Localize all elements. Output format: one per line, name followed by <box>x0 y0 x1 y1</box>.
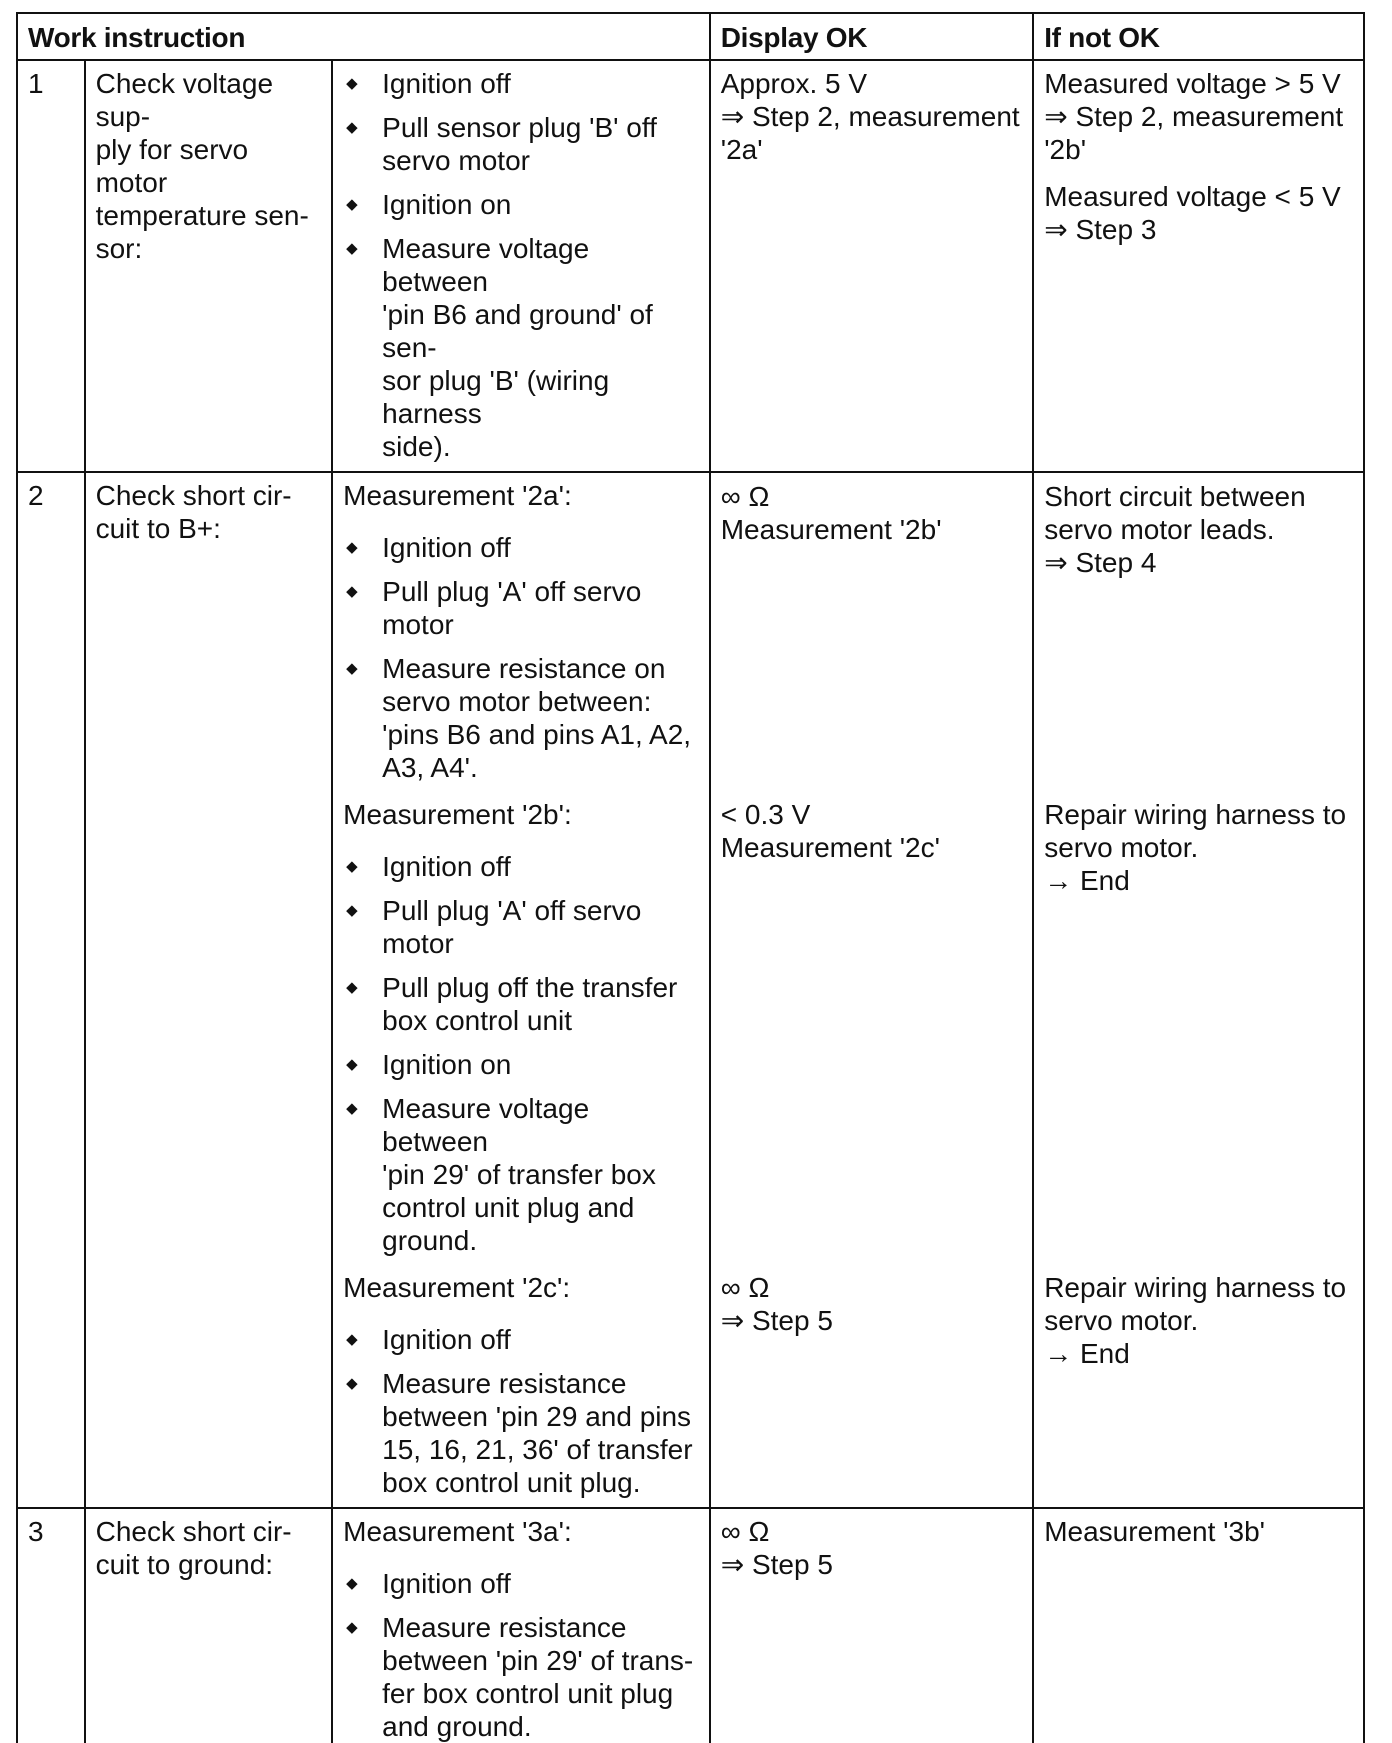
list-item: ◆ Pull sensor plug 'B' off servo motor <box>343 111 699 177</box>
step-list <box>343 1323 699 1499</box>
header-display-ok: Display OK <box>710 13 1033 60</box>
display-ok-text: Approx. 5 V ⇒ Step 2, measurement '2a' <box>720 68 1020 165</box>
step-list <box>343 1567 699 1743</box>
list-item: ◆ Measure voltage between 'pin 29' of transfer box control unit plug and ground. <box>343 1092 699 1257</box>
step-list <box>343 67 699 463</box>
measurement-label: Measurement '2a': <box>343 480 572 511</box>
if-not-ok-cell <box>1033 1508 1364 1743</box>
list-item: ◆ Ignition off <box>343 1323 699 1356</box>
check-description <box>85 1508 333 1743</box>
work-steps <box>332 1508 710 1743</box>
list-item: ◆ Measure resistance between 'pin 29 and pins 15, 16, 21, 36' of transfer box control unit plug. <box>343 1367 699 1499</box>
work-instruction-table <box>16 12 1365 1743</box>
list-item: ◆ Ignition off <box>343 850 699 883</box>
check-description <box>85 472 333 1508</box>
measurement-label: Measurement '2c': <box>343 1272 571 1303</box>
step-list <box>343 850 699 1257</box>
check-text: Check short cir- cuit to ground: <box>95 1516 292 1580</box>
check-text: Check voltage sup- ply for servo motor temperature sen- sor: <box>95 68 309 264</box>
list-item: ◆ Measure resistance between 'pin 29' of trans- fer box control unit plug and ground. <box>343 1611 699 1743</box>
if-not-ok-text: Short circuit between servo motor leads. ⇒ Step 4 <box>1044 481 1306 578</box>
table-row <box>17 1508 1364 1743</box>
list-item: ◆ Ignition off <box>343 67 699 100</box>
list-item: ◆ Measure resistance on servo motor between: 'pins B6 and pins A1, A2, A3, A4'. <box>343 652 699 784</box>
list-item: ◆ Ignition off <box>343 531 699 564</box>
display-ok-text: ∞ Ω ⇒ Step 5 <box>720 1516 833 1580</box>
if-not-ok-text: Repair wiring harness to servo motor. → End <box>1044 799 1347 896</box>
table-header-row <box>17 13 1364 60</box>
display-ok-cell <box>710 472 1033 1508</box>
step-number: 3 <box>17 1508 85 1743</box>
if-not-ok-cell <box>1033 472 1364 1508</box>
check-text: Check short cir- cuit to B+: <box>95 480 292 544</box>
if-not-ok-text: Measured voltage < 5 V ⇒ Step 3 <box>1044 181 1341 245</box>
display-ok-text: < 0.3 V Measurement '2c' <box>720 799 940 863</box>
list-item: ◆ Measure voltage between 'pin B6 and ground' of sen- sor plug 'B' (wiring harness side). <box>343 232 699 463</box>
step-number: 2 <box>17 472 85 1508</box>
list-item: ◆ Ignition on <box>343 188 699 221</box>
display-ok-cell <box>710 1508 1033 1743</box>
check-description <box>85 60 333 472</box>
measurement-label: Measurement '2b': <box>343 799 572 830</box>
display-ok-text: ∞ Ω ⇒ Step 5 <box>720 1272 833 1336</box>
if-not-ok-text: Measurement '3b' <box>1044 1516 1266 1547</box>
header-if-not-ok: If not OK <box>1033 13 1364 60</box>
step-list <box>343 531 699 784</box>
list-item: ◆ Ignition off <box>343 1567 699 1600</box>
if-not-ok-text: Measured voltage > 5 V ⇒ Step 2, measurement '2b' <box>1044 68 1344 165</box>
header-work-instruction: Work instruction <box>17 13 710 60</box>
work-steps <box>332 472 710 1508</box>
list-item: ◆ Pull plug 'A' off servo motor <box>343 894 699 960</box>
if-not-ok-text: Repair wiring harness to servo motor. → End <box>1044 1272 1347 1369</box>
table-row <box>17 472 1364 1508</box>
display-ok-text: ∞ Ω Measurement '2b' <box>720 481 942 545</box>
if-not-ok-cell <box>1033 60 1364 472</box>
list-item: ◆ Ignition on <box>343 1048 699 1081</box>
list-item: ◆ Pull plug 'A' off servo motor <box>343 575 699 641</box>
measurement-label: Measurement '3a': <box>343 1516 572 1547</box>
step-number: 1 <box>17 60 85 472</box>
table-row <box>17 60 1364 472</box>
display-ok-cell <box>710 60 1033 472</box>
list-item: ◆ Pull plug off the transfer box control unit <box>343 971 699 1037</box>
work-steps <box>332 60 710 472</box>
